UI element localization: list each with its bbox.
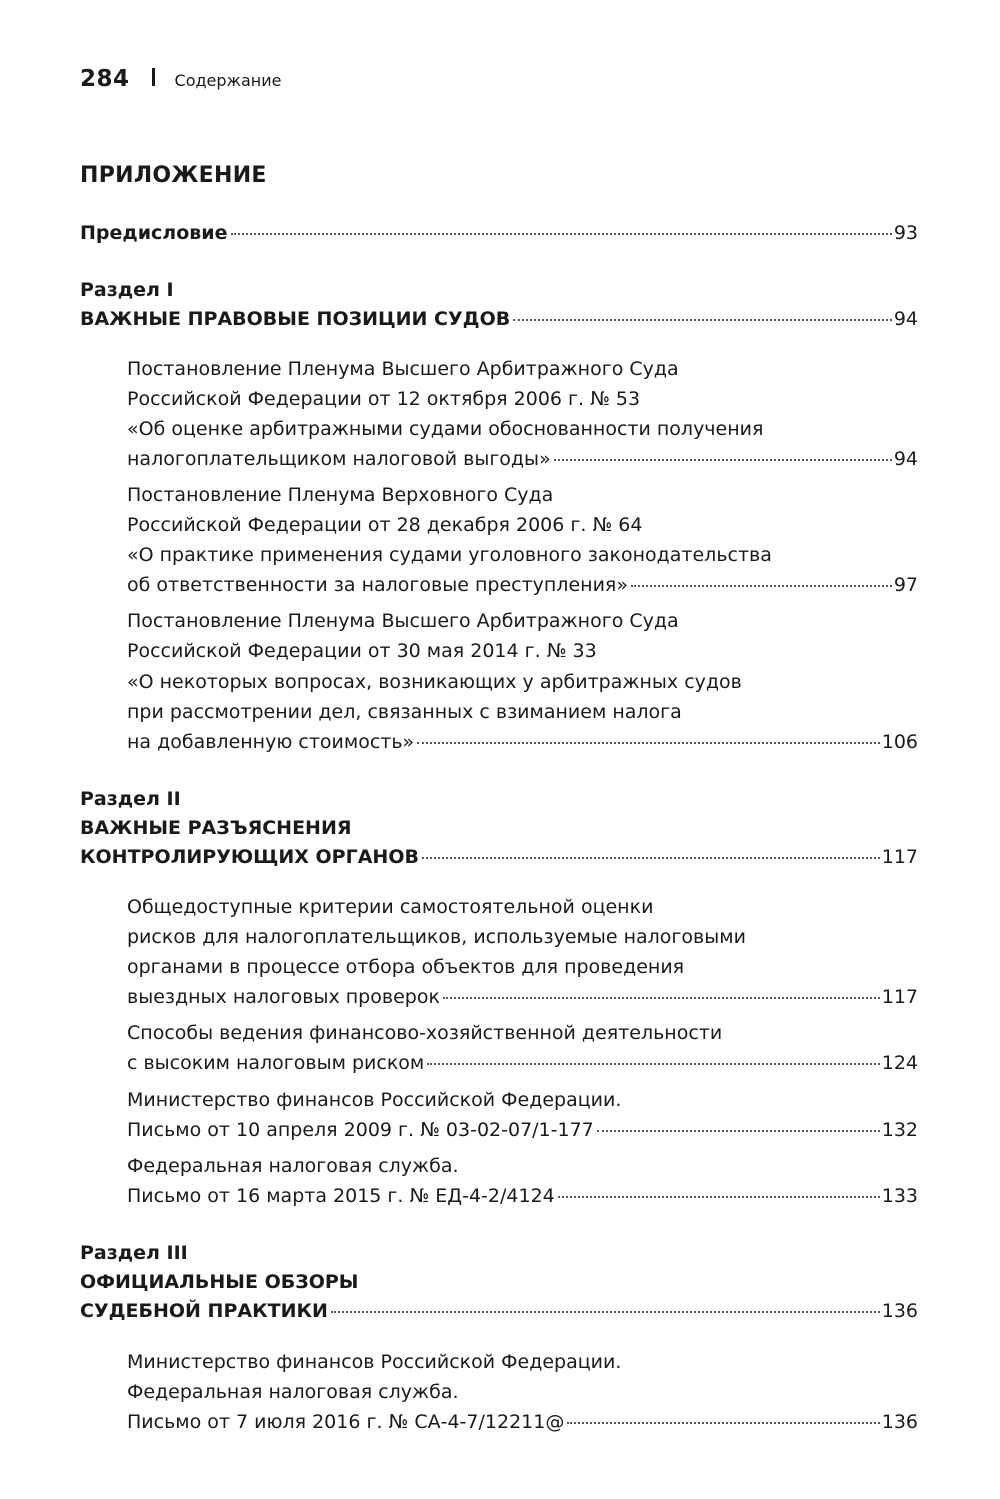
toc-section-heading[interactable]	[80, 308, 918, 330]
toc-entry-title: об ответственности за налоговые преступления»	[127, 574, 628, 596]
toc-entry[interactable]	[127, 448, 918, 470]
section-title: ВАЖНЫЕ РАЗЪЯСНЕНИЯ	[80, 817, 352, 839]
toc-page-number: 117	[881, 846, 918, 868]
running-title: Содержание	[174, 71, 282, 90]
entry-line: Федеральная налоговая служба.	[127, 1381, 459, 1403]
entry-line: рисков для налогоплательщиков, используемые налоговыми	[127, 926, 746, 948]
dot-leader	[567, 1421, 879, 1424]
toc-entry-preface[interactable]	[80, 222, 918, 244]
toc-page-number: 117	[881, 986, 918, 1008]
section-title: КОНТРОЛИРУЮЩИХ ОРГАНОВ	[80, 846, 419, 868]
dot-leader	[631, 584, 892, 587]
toc-entry-title: Предисловие	[80, 222, 228, 244]
entry-line: «О практике применения судами уголовного законодательства	[127, 544, 772, 566]
toc-page-number: 133	[881, 1185, 918, 1207]
entry-line: Постановление Пленума Высшего Арбитражного Суда	[127, 610, 679, 632]
entry-line: Способы ведения финансово-хозяйственной деятельности	[127, 1022, 723, 1044]
entry-line: «Об оценке арбитражными судами обоснованности получения	[127, 418, 764, 440]
toc-entry-title: Письмо от 7 июля 2016 г. № СА-4-7/12211@	[127, 1411, 565, 1433]
entry-line: Общедоступные критерии самостоятельной оценки	[127, 896, 654, 918]
toc-page-number: 132	[881, 1119, 918, 1141]
entry-line: Министерство финансов Российской Федерации.	[127, 1351, 622, 1373]
section-title: СУДЕБНОЙ ПРАКТИКИ	[80, 1300, 328, 1322]
toc-page-number: 94	[893, 448, 918, 470]
appendix-title: ПРИЛОЖЕНИЕ	[80, 163, 267, 188]
toc-section-heading[interactable]	[80, 1300, 918, 1322]
toc-entry-title: налогоплательщиком налоговой выгоды»	[127, 448, 551, 470]
dot-leader	[558, 1195, 880, 1198]
dot-leader	[443, 996, 880, 999]
dot-leader	[597, 1129, 880, 1132]
dot-leader	[231, 232, 892, 235]
toc-entry-title: Письмо от 16 марта 2015 г. № ЕД-4-2/4124	[127, 1185, 555, 1207]
toc-entry-title: Письмо от 10 апреля 2009 г. № 03-02-07/1-177	[127, 1119, 594, 1141]
entry-line: Постановление Пленума Верховного Суда	[127, 484, 554, 506]
page-number: 284	[80, 66, 130, 92]
toc-page-number: 136	[881, 1300, 918, 1322]
toc-page-number: 136	[881, 1411, 918, 1433]
running-head	[80, 66, 281, 92]
toc-entry[interactable]	[127, 986, 918, 1008]
toc-entry[interactable]	[127, 1119, 918, 1141]
header-divider	[152, 68, 155, 86]
toc-entry[interactable]	[127, 1411, 918, 1433]
entry-line: органами в процессе отбора объектов для проведения	[127, 956, 685, 978]
toc-entry[interactable]	[127, 574, 918, 596]
dot-leader	[422, 856, 880, 859]
toc-entry[interactable]	[127, 1185, 918, 1207]
toc-page-number: 106	[881, 731, 918, 753]
toc-entry[interactable]	[127, 731, 918, 753]
dot-leader	[331, 1310, 880, 1313]
dot-leader	[417, 741, 880, 744]
toc-entry-title: на добавленную стоимость»	[127, 731, 415, 753]
entry-line: Российской Федерации от 28 декабря 2006 г. № 64	[127, 514, 643, 536]
section-label: Раздел I	[80, 279, 174, 301]
toc-page-number: 97	[893, 574, 918, 596]
toc-entry-title: с высоким налоговым риском	[127, 1052, 425, 1074]
toc-page-number: 124	[881, 1052, 918, 1074]
dot-leader	[513, 318, 892, 321]
dot-leader	[554, 458, 892, 461]
entry-line: Министерство финансов Российской Федерации.	[127, 1089, 622, 1111]
toc-entry[interactable]	[127, 1052, 918, 1074]
section-title: ВАЖНЫЕ ПРАВОВЫЕ ПОЗИЦИИ СУДОВ	[80, 308, 511, 330]
entry-line: Федеральная налоговая служба.	[127, 1155, 459, 1177]
toc-page-number: 93	[893, 222, 918, 244]
toc-section-heading[interactable]	[80, 846, 918, 868]
entry-line: при рассмотрении дел, связанных с взиманием налога	[127, 701, 682, 723]
entry-line: Российской Федерации от 12 октября 2006 г. № 53	[127, 388, 641, 410]
dot-leader	[427, 1062, 879, 1065]
entry-line: Российской Федерации от 30 мая 2014 г. № 33	[127, 640, 597, 662]
toc-page-number: 94	[893, 308, 918, 330]
section-title: ОФИЦИАЛЬНЫЕ ОБЗОРЫ	[80, 1271, 359, 1293]
section-label: Раздел II	[80, 788, 181, 810]
entry-line: Постановление Пленума Высшего Арбитражного Суда	[127, 358, 679, 380]
section-label: Раздел III	[80, 1242, 188, 1264]
toc-entry-title: выездных налоговых проверок	[127, 986, 440, 1008]
entry-line: «О некоторых вопросах, возникающих у арбитражных судов	[127, 671, 742, 693]
